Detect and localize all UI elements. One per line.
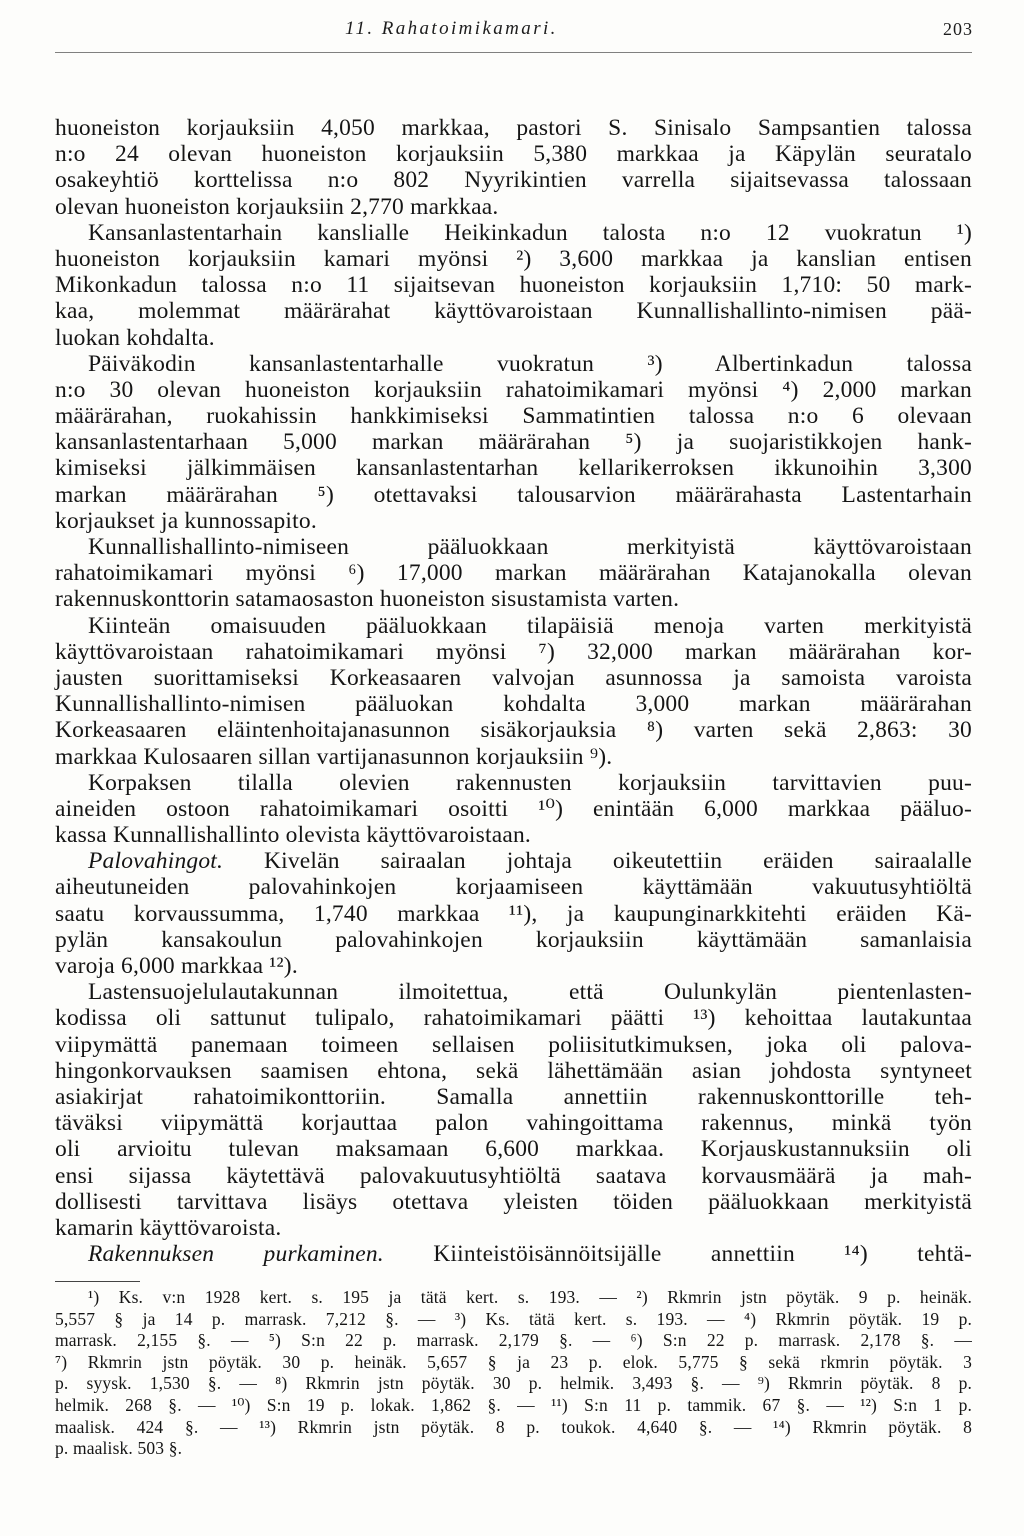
body-text [55,115,972,1267]
footnote-line: helmik. 268 §. — ¹⁰) S:n 19 p. lokak. 1,862 §. — ¹¹) S:n 11 p. tammik. 67 §. — ¹²) S:n 1 p. [55,1394,972,1415]
body-line [55,1241,972,1267]
footnotes [55,1287,972,1460]
body-line: asiakirjat rahatoimikonttoriin. Samalla annettiin rakennuskonttorille teh- [55,1083,972,1110]
body-line: Kansanlastentarhain kanslialle Heikinkadun talosta n:o 12 vuokratun ¹) [88,219,972,246]
footnote-line: ⁷) Rkmrin jstn pöytäk. 30 p. heinäk. 5,657 § ja 23 p. elok. 5,775 § sekä rkmrin pöytäk. 3 [55,1351,972,1372]
paragraph [55,979,972,1241]
body-line: luokan kohdalta. [55,324,215,351]
body-line: hingonkorvauksen saamisen ehtona, sekä lähettämään asian johdosta syntyneet [55,1057,972,1084]
body-line-text: Kiinteistöisännöitsijälle annettiin ¹⁴) tehtä- [433,1241,973,1268]
body-line: Päiväkodin kansanlastentarhalle vuokratun ³) Albertinkadun talossa [88,350,972,377]
footnote-line: 5,557 § ja 14 p. marrask. 7,212 §. — ³) Ks. tätä kert. s. 193. — ⁴) Rkmrin pöytäk. 19 p. [55,1308,972,1329]
footnote-line: marrask. 2,155 §. — ⁵) S:n 22 p. marrask. 2,179 §. — ⁶) S:n 22 p. marrask. 2,178 §. — [55,1330,972,1351]
running-head: 11. Rahatoimikamari. [345,18,558,39]
body-line: Kiinteän omaisuuden pääluokkaan tilapäisiä menoja varten merkityistä [88,612,972,639]
body-line: Lastensuojelulautakunnan ilmoitettua, että Oulunkylän pientenlasten- [88,979,972,1006]
paragraph [55,770,972,849]
body-line: Kunnallishallinto-nimisen pääluokan kohdalta 3,000 markan määrärahan [55,691,972,718]
paragraph [55,220,972,351]
paragraph [55,1241,972,1267]
body-line: Korpaksen tilalla olevien rakennusten korjauksiin tarvittavien puu- [88,769,972,796]
footnote-line: p. syysk. 1,530 §. — ⁸) Rkmrin jstn pöytäk. 30 p. helmik. 3,493 §. — ⁹) Rkmrin pöytäk. 8 p. [55,1373,972,1394]
paragraph [55,534,972,613]
body-line: kassa Kunnallishallinto olevista käyttövaroistaan. [55,822,531,849]
header-rule [55,52,972,53]
body-line: kimiseksi jälkimmäisen kansanlastentarhan kellarikerroksen ikkunoihin 3,300 [55,455,972,482]
body-line: kodissa oli sattunut tulipalo, rahatoimikamari päätti ¹³) kehoittaa lautakuntaa [55,1005,972,1032]
body-line: täväksi viipymättä korjauttaa palon vahingoittama rakennus, minkä työn [55,1110,972,1137]
body-line: Kunnallishallinto-nimiseen pääluokkaan merkityistä käyttövaroistaan [88,534,972,560]
body-line: varoja 6,000 markkaa ¹²). [55,953,298,979]
body-line: aiheutuneiden palovahinkojen korjaamiseen käyttämään vakuutusyhtiöltä [55,874,972,901]
run-in-heading: Rakennuksen purkaminen. [88,1241,384,1268]
body-line: ensi sijassa käytettävä palovakuutusyhtiöltä saatava korvausmäärä ja mah- [55,1162,972,1189]
body-line: markkaa Kulosaaren sillan vartijanasunnon korjauksiin ⁹). [55,743,613,770]
body-line: n:o 30 olevan huoneiston korjauksiin rahatoimikamari myönsi ⁴) 2,000 markan [55,376,972,403]
body-line: rahatoimikamari myönsi ⁶) 17,000 markan määrärahan Katajanokalla olevan [55,560,972,587]
body-line: kaa, molemmat määrärahat käyttövaroistaan Kunnallishallinto-nimisen pää- [55,298,972,325]
paragraph [55,613,972,770]
body-line: viipymättä panemaan toimeen sellaisen poliisitutkimuksen, joka oli palova- [55,1031,972,1058]
footnote-line: maalisk. 424 §. — ¹³) Rkmrin jstn pöytäk. 8 p. toukok. 4,640 §. — ¹⁴) Rkmrin pöytäk. 8 [55,1416,972,1437]
paragraph [55,115,972,220]
footnote-line: p. maalisk. 503 §. [55,1438,183,1459]
body-line-text: Kivelän sairaalan johtaja oikeutettiin eräiden sairaalalle [263,848,973,875]
body-line [55,848,972,874]
body-line: pylän kansakoulun palovahinkojen korjauksiin käyttämään samanlaisia [55,926,972,953]
body-line: jausten suorittamiseksi Korkeasaaren valvojan asunnossa ja samoista varoista [55,664,972,691]
footnote-line: ¹) Ks. v:n 1928 kert. s. 195 ja tätä kert. s. 193. — ²) Rkmrin jstn pöytäk. 9 p. heinäk. [88,1287,972,1307]
body-line: kamarin käyttövaroista. [55,1214,282,1241]
body-line: dollisesti tarvittava lisäys otettava yleisten töiden pääluokkaan merkityistä [55,1188,972,1215]
body-line: olevan huoneiston korjauksiin 2,770 markkaa. [55,193,499,220]
body-line: kansanlastentarhaan 5,000 markan määrärahan ⁵) ja suojaristikkojen hank- [55,429,972,456]
page-number: 203 [943,19,973,39]
body-line: korjaukset ja kunnossapito. [55,507,317,534]
body-line: huoneiston korjauksiin 4,050 markkaa, pastori S. Sinisalo Sampsantien talossa [55,115,972,141]
body-line: osakeyhtiö korttelissa n:o 802 Nyyrikintien varrella sijaitsevassa talossaan [55,167,972,194]
body-line: saatu korvaussumma, 1,740 markkaa ¹¹), ja kaupunginarkkitehti eräiden Kä- [55,900,972,927]
body-line: aineiden ostoon rahatoimikamari osoitti ¹⁰) enintään 6,000 markkaa pääluo- [55,795,972,822]
body-line: Korkeasaaren eläintenhoitajanasunnon sisäkorjauksia ⁸) varten sekä 2,863: 30 [55,717,972,744]
body-line: määrärahan, ruokahissin hankkimiseksi Sammatintien talossa n:o 6 olevaan [55,403,972,430]
paragraph [55,848,972,979]
body-line: oli arvioitu tulevan maksamaan 6,600 markkaa. Korjauskustannuksiin oli [55,1136,972,1163]
run-in-heading: Palovahingot. [88,848,224,875]
body-line: markan määrärahan ⁵) otettavaksi talousarvion määrärahasta Lastentarhain [55,481,972,508]
body-line: n:o 24 olevan huoneiston korjauksiin 5,380 markkaa ja Käpylän seuratalo [55,141,972,168]
body-line: huoneiston korjauksiin kamari myönsi ²) 3,600 markkaa ja kanslian entisen [55,245,972,272]
paragraph [55,351,972,534]
body-line: käyttövaroistaan rahatoimikamari myönsi ⁷) 32,000 markan määrärahan kor- [55,638,972,665]
body-line: rakennuskonttorin satamaosaston huoneiston sisustamista varten. [55,586,680,613]
body-line: Mikonkadun talossa n:o 11 sijaitsevan huoneiston korjauksiin 1,710: 50 mark- [55,272,972,299]
footnote-separator [55,1281,140,1282]
